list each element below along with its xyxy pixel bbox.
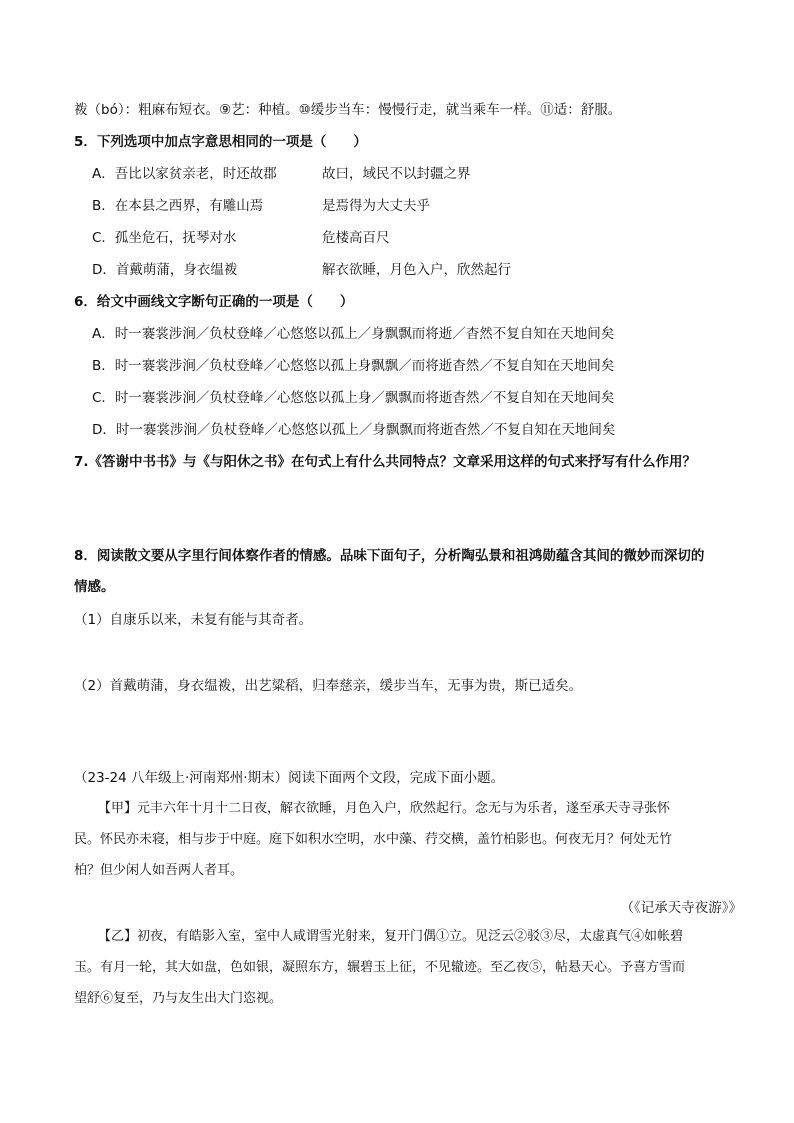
jia-source: （《记承天寺夜游》》 (620, 900, 742, 916)
q6-option-c[interactable]: C．时一褰裳涉涧／负杖登峰／心悠悠以孤上身／飘飘而将逝杳然／不复自知在天地间矣 (92, 390, 615, 406)
q5-option-b[interactable]: B．在本县之西界，有雕山焉 (92, 198, 264, 214)
yi-passage-line2: 玉。有月一轮，其大如盘，色如银，凝照东方，辗碧玉上征，不见辙迹。至乙夜⑤，帖悬天心。予喜方雪而 (74, 960, 686, 975)
q5-option-c-pair: 危楼高百尺 (322, 230, 390, 246)
annotation-line: 袯（bó）：粗麻布短衣。⑨艺：种植。⑩缓步当车：慢慢行走，就当乘车一样。⑪适：舒服。 (74, 102, 622, 118)
q6-option-a[interactable]: A．时一褰裳涉涧／负杖登峰／心悠悠以孤上／身飘飘而将逝／杳然不复自知在天地间矣 (92, 326, 615, 342)
question-7: 7.《答谢中书书》与《与阳休之书》在句式上有什么共同特点？文章采用这样的句式来抒写有什么作用？ (74, 454, 697, 470)
question-6-stem: 6．给文中画线文字断句正确的一项是（ ） (74, 294, 354, 310)
question-8-stem-line1: 8．阅读散文要从字里行间体察作者的情感。品味下面句子，分析陶弘景和祖鸿勋蕴含其间的微妙而深切的 (74, 548, 705, 564)
q5-option-b-pair: 是焉得为大丈夫乎 (322, 198, 430, 214)
question-5-stem: 5．下列选项中加点字意思相同的一项是（ ） (74, 134, 367, 150)
jia-passage-line2: 民。怀民亦未寝，相与步于中庭。庭下如积水空明，水中藻、荇交横，盖竹柏影也。何夜无月？何处无竹 (74, 832, 673, 847)
question-8-stem-line2: 情感。 (74, 579, 115, 595)
q5-option-d[interactable]: D．首戴萌蒲，身衣缊袯 (92, 262, 238, 278)
q5-option-c[interactable]: C．孤坐危石，抚琴对水 (92, 230, 237, 246)
section-intro: （23-24 八年级上·河南郑州·期末）阅读下面两个文段，完成下面小题。 (74, 770, 505, 786)
q5-option-d-pair: 解衣欲睡，月色入户，欣然起行 (322, 262, 511, 278)
q6-option-d[interactable]: D．时一褰裳涉涧／负杖登峰／心悠悠以孤上／身飘飘而将逝杳然／不复自知在天地间矣 (92, 422, 616, 438)
yi-passage-line1: 【乙】初夜，有皓影入室，室中人咸谓雪光射来，复开门偶①立。见泛云②驳③尽，太虚真气④如帐碧 (98, 929, 684, 944)
question-8-sub2: （2）首戴萌蒲，身衣缊袯，出艺粱稻，归奉慈亲，缓步当车，无事为贵，斯已适矣。 (74, 678, 583, 694)
jia-passage-line3: 柏？但少闲人如吾两人者耳。 (74, 863, 244, 878)
question-8-sub1: （1）自康乐以来，未复有能与其奇者。 (74, 612, 313, 628)
q5-option-a-pair: 故曰，域民不以封疆之界 (322, 166, 471, 182)
jia-passage-line1: 【甲】元丰六年十月十二日夜，解衣欲睡，月色入户，欣然起行。念无与为乐者，遂至承天寺寻张怀 (98, 801, 671, 816)
q5-option-a[interactable]: A．吾比以家贫亲老，时还故郡 (92, 166, 277, 182)
yi-passage-line3: 望舒⑥复至，乃与友生出大门恣视。 (74, 991, 283, 1006)
q6-option-b[interactable]: B．时一褰裳涉涧／负杖登峰／心悠悠以孤上身飘飘／而将逝杳然／不复自知在天地间矣 (92, 358, 615, 374)
